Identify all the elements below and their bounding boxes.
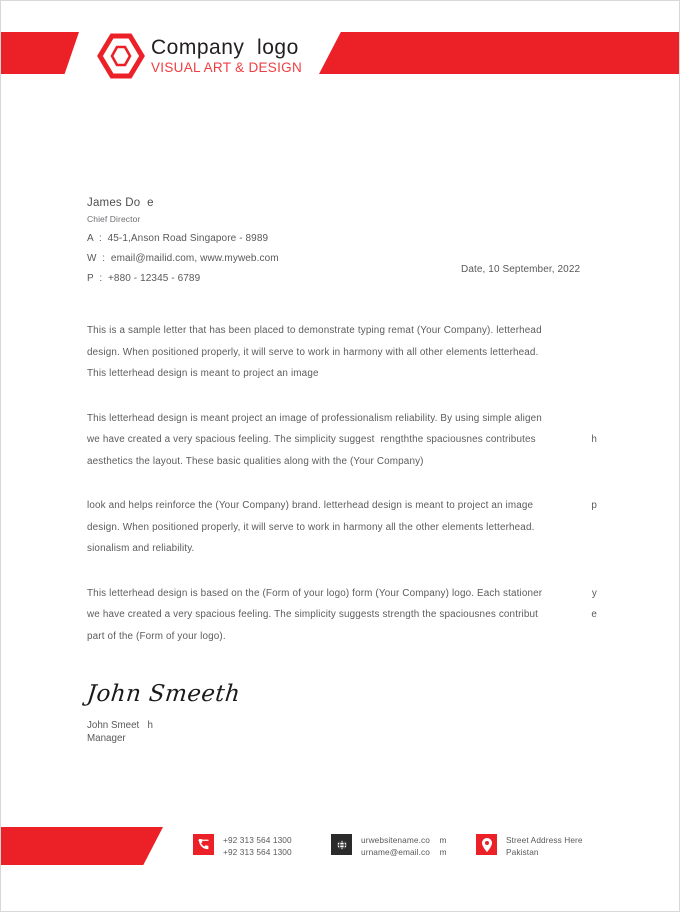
- recipient-address: A : 45-1,Anson Road Singapore - 8989: [87, 233, 269, 244]
- paragraph: [87, 495, 597, 560]
- paragraph-line: [87, 604, 597, 626]
- paragraph-line: [87, 451, 597, 473]
- header-red-shape-right: [319, 32, 680, 74]
- hexagon-logo-icon: [97, 32, 145, 80]
- paragraph-line: [87, 363, 597, 385]
- line-text: design. When positioned properly, it will serve to work in harmony all the other elements letterhead.: [87, 521, 535, 533]
- line-text: This letterhead design is meant to project an image: [87, 368, 319, 379]
- paragraph: [87, 583, 597, 648]
- footer-web-item: [331, 834, 447, 858]
- map-pin-icon: [476, 834, 497, 855]
- line-text: aesthetics the layout. These basic qualities along with the (Your Company): [87, 455, 424, 467]
- footer-phone-line-1: +92 313 564 1300: [223, 835, 292, 845]
- line-tail: p: [591, 500, 597, 511]
- paragraph-line: [87, 495, 597, 517]
- recipient-name: James Do e: [87, 197, 154, 209]
- letter-date: Date, 10 September, 2022: [461, 264, 581, 275]
- telephone-icon: [193, 834, 214, 855]
- paragraph-line: [87, 320, 597, 342]
- company-tagline: VISUAL ART & DESIGN: [151, 60, 303, 76]
- recipient-block: [87, 197, 279, 284]
- line-text: we have created a very spacious feeling. The simplicity suggests strength the spaciousnes contribut: [87, 609, 539, 620]
- signature-script: John Smeeth: [85, 681, 242, 707]
- paragraph-line: [87, 429, 597, 451]
- line-text: This letterhead design is meant project an image of professionalism reliability. By using simple aligen: [87, 412, 542, 424]
- globe-icon: [331, 834, 352, 855]
- paragraph-line: [87, 342, 597, 364]
- recipient-role: Chief Director: [87, 214, 141, 224]
- signature-name: John Smeet h: [87, 720, 153, 731]
- line-tail: h: [591, 434, 597, 445]
- line-text: part of the (Form of your logo).: [87, 630, 226, 642]
- footer-address-line-2: Pakistan: [506, 847, 539, 857]
- footer-web-line-1: urwebsitename.co m: [361, 835, 447, 845]
- footer-red-shape-left: [0, 827, 163, 865]
- line-text: design. When positioned properly, it will serve to work in harmony with all other elements letterhead.: [87, 346, 539, 358]
- paragraph: [87, 320, 597, 385]
- footer-address-text: [506, 834, 583, 858]
- paragraph-line: [87, 583, 597, 605]
- page-footer: [1, 813, 680, 877]
- recipient-phone: P : +880 - 12345 - 6789: [87, 273, 201, 284]
- footer-phone-text: [223, 834, 292, 858]
- company-logo: [97, 31, 302, 81]
- line-tail: y: [591, 587, 597, 599]
- paragraph-line: [87, 538, 597, 560]
- paragraph-line: [87, 408, 597, 430]
- header-red-shape-left: [0, 32, 79, 74]
- line-text: we have created a very spacious feeling. The simplicity suggest rengththe spaciousnes contributes: [87, 434, 536, 445]
- line-text: look and helps reinforce the (Your Company) brand. letterhead design is meant to project an image: [87, 500, 534, 511]
- company-name: Company logo: [151, 36, 299, 60]
- signature-role: Manager: [87, 733, 126, 744]
- paragraph: [87, 408, 597, 473]
- footer-phone-line-2: +92 313 564 1300: [223, 847, 292, 857]
- recipient-web: W : email@mailid.com, www.myweb.com: [87, 253, 279, 264]
- line-text: This is a sample letter that has been placed to demonstrate typing remat (Your Company). letterhead: [87, 325, 542, 336]
- company-logo-text: [151, 37, 302, 75]
- letter-paragraphs: [87, 320, 597, 670]
- paragraph-line: [87, 626, 597, 648]
- footer-address-item: [476, 834, 583, 858]
- line-text: This letterhead design is based on the (Form of your logo) form (Your Company) logo. Each stationer: [87, 587, 543, 599]
- signature-block: [87, 681, 240, 744]
- footer-address-line-1: Street Address Here: [506, 835, 583, 845]
- footer-web-text: [361, 834, 447, 858]
- footer-web-line-2: urname@email.co m: [361, 847, 447, 857]
- page-header: [1, 1, 680, 101]
- footer-phone-item: [193, 834, 292, 858]
- line-text: sionalism and reliability.: [87, 543, 195, 554]
- paragraph-line: [87, 517, 597, 539]
- line-tail: e: [591, 609, 597, 620]
